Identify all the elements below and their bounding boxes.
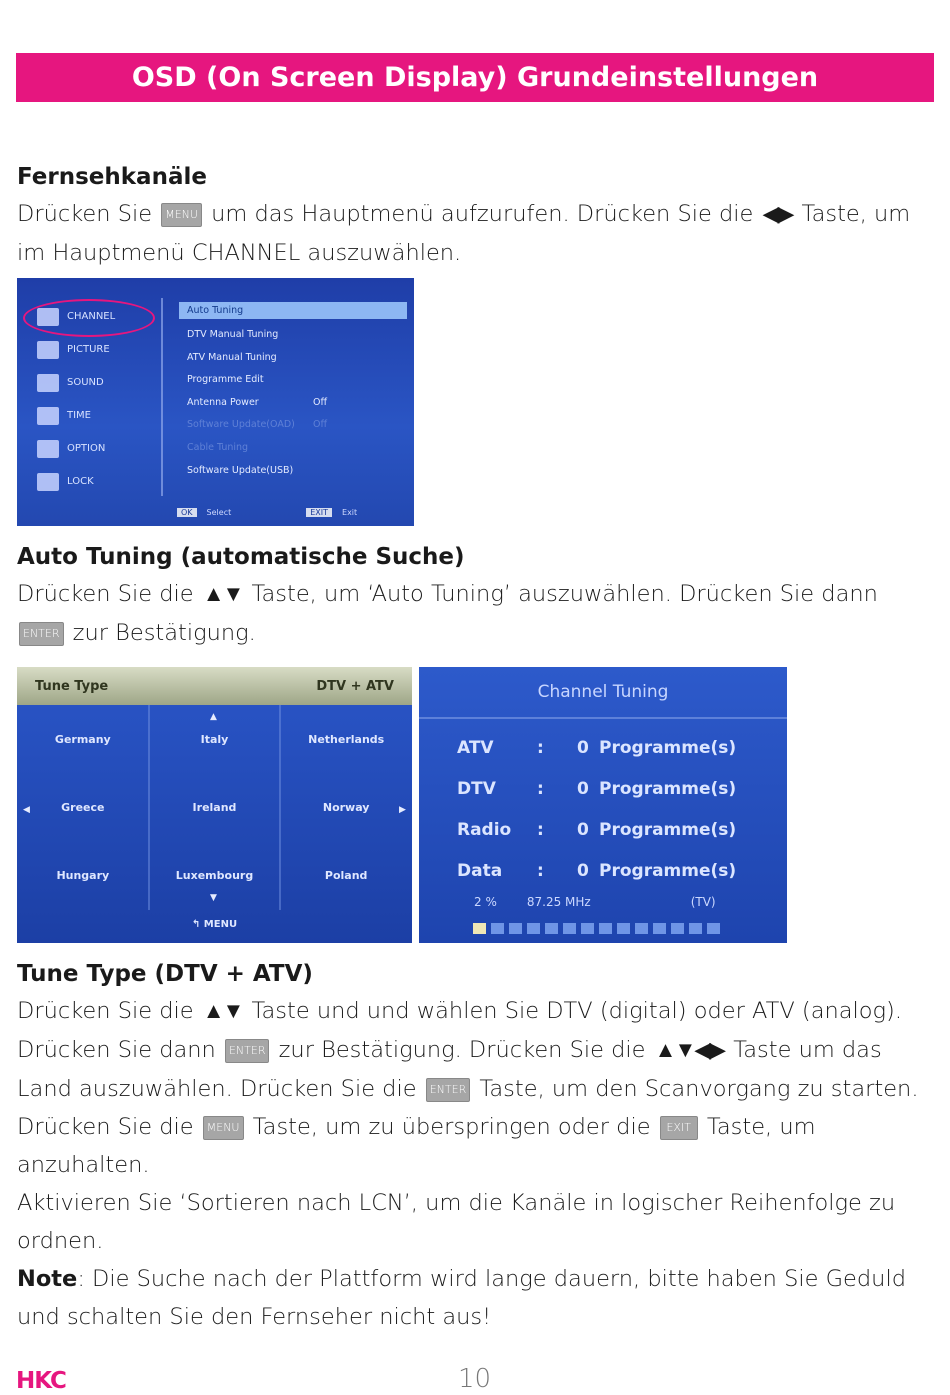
tuning-progress-bar bbox=[473, 923, 720, 934]
arrow-down-icon: ▼ bbox=[210, 893, 217, 903]
osd-divider bbox=[161, 298, 163, 496]
exit-key-icon: EXIT bbox=[660, 1116, 698, 1140]
osd-sidebar-item bbox=[17, 366, 162, 399]
country-cell: Italy bbox=[200, 732, 229, 746]
up-down-arrows-icon: ▲▼ bbox=[202, 582, 243, 607]
tuning-row-count: 0 bbox=[577, 860, 589, 881]
progress-segment bbox=[635, 923, 648, 934]
osd-menu-item-label: Software Update(USB) bbox=[187, 464, 294, 476]
osd-menu-list bbox=[179, 302, 407, 482]
osd-sidebar-item bbox=[17, 399, 162, 432]
ok-key-icon: OK bbox=[177, 508, 197, 517]
menu-key-icon: MENU bbox=[161, 203, 202, 227]
osd-sidebar-label: PICTURE bbox=[67, 344, 110, 355]
tuning-row-count: 0 bbox=[577, 819, 589, 840]
progress-segment bbox=[599, 923, 612, 934]
channel-tuning-screenshot bbox=[419, 667, 787, 943]
tuning-row-count: 0 bbox=[577, 737, 589, 758]
country-cell: Ireland bbox=[192, 800, 237, 814]
highlight-ring bbox=[23, 299, 155, 337]
country-cell: Germany bbox=[54, 732, 111, 746]
osd-sidebar-label: OPTION bbox=[67, 443, 106, 454]
arrow-right-icon: ▶ bbox=[399, 805, 406, 815]
ok-hint: Select bbox=[206, 508, 232, 517]
osd-menu-item-label: DTV Manual Tuning bbox=[187, 329, 279, 340]
osd-sidebar-label: TIME bbox=[67, 410, 92, 421]
exit-key-icon: EXIT bbox=[306, 508, 332, 517]
clock-icon bbox=[37, 407, 59, 425]
page-header-bar bbox=[16, 53, 934, 102]
osd-menu-item-label: Cable Tuning bbox=[187, 441, 249, 453]
osd-menu-item bbox=[179, 437, 407, 460]
up-down-arrows-icon: ▲▼ bbox=[202, 999, 243, 1024]
tuning-row-unit: Programme(s) bbox=[599, 860, 737, 881]
osd-menu-item-label: Antenna Power bbox=[187, 396, 259, 408]
country-cell: Hungary bbox=[56, 869, 110, 883]
osd-menu-item bbox=[179, 392, 407, 415]
country-cell: Poland bbox=[324, 869, 368, 883]
progress-segment bbox=[689, 923, 702, 934]
picture-icon bbox=[37, 341, 59, 359]
hkc-logo: HKC bbox=[16, 1368, 66, 1394]
tune-type-screenshot bbox=[17, 667, 412, 943]
tuning-row-unit: Programme(s) bbox=[599, 737, 737, 758]
page-title: OSD (On Screen Display) Grundeinstellungen bbox=[131, 62, 819, 93]
tuning-row-label: Data bbox=[457, 860, 503, 881]
tuning-row-label: DTV bbox=[457, 778, 496, 799]
country-cell: Greece bbox=[61, 800, 105, 814]
tuning-row bbox=[419, 809, 787, 850]
country-cell: Norway bbox=[322, 800, 370, 814]
tuning-row-label: Radio bbox=[457, 819, 512, 840]
gear-icon bbox=[37, 440, 59, 458]
page-number: 10 bbox=[458, 1364, 492, 1394]
four-way-arrows-icon: ▲▼◀▶ bbox=[654, 1038, 725, 1063]
paragraph-channels: Drücken Sie MENU um das Hauptmenü aufzurufen. Drücken Sie die ◀▶ Taste, um im Hauptmenü CHANNEL auszuwählen. bbox=[17, 201, 911, 266]
tuning-row-count: 0 bbox=[577, 778, 589, 799]
progress-segment bbox=[563, 923, 576, 934]
tuning-row bbox=[419, 727, 787, 768]
tuning-row-separator: : bbox=[537, 737, 544, 758]
progress-segment bbox=[545, 923, 558, 934]
enter-key-icon: ENTER bbox=[426, 1078, 471, 1102]
paragraph-tune-type: Drücken Sie die ▲▼ Taste und und wählen Sie DTV (digital) oder ATV (analog). Drücken Sie dann ENTER zur Bestätigung. Drücken Sie die ▲▼◀▶ Taste um das Land auszuwählen. Drücken Sie die ENTER Taste, um den Scanvorgang zu starten. Drücken Sie die MENU Taste, um zu überspringen oder die EXIT Taste, um anzuhalten. Aktivieren Sie ‘Sortieren nach LCN’, um die Kanäle in logischer Reihenfolge zu ordnen. Note: Die Suche nach der Plattform wird lange dauern, bitte haben Sie Geduld und schalten Sie den Fernseher nicht aus! bbox=[17, 992, 933, 1336]
progress-segment bbox=[707, 923, 720, 934]
channel-menu-screenshot bbox=[17, 278, 414, 526]
arrow-up-icon: ▲ bbox=[210, 712, 217, 722]
tune-type-footer bbox=[17, 919, 412, 930]
enter-key-icon: ENTER bbox=[225, 1039, 270, 1063]
tune-type-value: DTV + ATV bbox=[316, 678, 394, 694]
section-title-tune-type: Tune Type (DTV + ATV) bbox=[17, 961, 313, 987]
channel-tuning-title: Channel Tuning bbox=[419, 667, 787, 719]
left-right-arrows-icon: ◀▶ bbox=[762, 202, 793, 227]
note-label: Note bbox=[17, 1266, 78, 1292]
osd-footer bbox=[177, 508, 357, 517]
osd-menu-item bbox=[179, 414, 407, 437]
osd-sidebar-item bbox=[17, 333, 162, 366]
tuning-row-separator: : bbox=[537, 778, 544, 799]
osd-sidebar-item bbox=[17, 432, 162, 465]
tuning-percent: 2 % bbox=[474, 895, 497, 909]
progress-segment bbox=[581, 923, 594, 934]
osd-sidebar-label: SOUND bbox=[67, 377, 104, 388]
section-title-channels: Fernsehkanäle bbox=[17, 164, 207, 190]
osd-menu-item bbox=[179, 369, 407, 392]
osd-menu-item-label: Software Update(OAD) bbox=[187, 419, 295, 431]
menu-key-icon: MENU bbox=[203, 1116, 244, 1140]
tune-type-header bbox=[17, 667, 412, 705]
lcn-paragraph: Aktivieren Sie ‘Sortieren nach LCN’, um die Kanäle in logischer Reihenfolge zu ordnen. bbox=[17, 1190, 896, 1254]
country-cell: Luxembourg bbox=[175, 869, 254, 883]
osd-sidebar-label: LOCK bbox=[67, 476, 94, 487]
tuning-row-unit: Programme(s) bbox=[599, 778, 737, 799]
osd-menu-item-label: Programme Edit bbox=[187, 374, 264, 386]
arrow-left-icon: ◀ bbox=[23, 805, 30, 815]
tuning-row-label: ATV bbox=[457, 737, 494, 758]
tuning-row bbox=[419, 850, 787, 891]
country-grid bbox=[17, 705, 412, 910]
tuning-frequency: 87.25 MHz bbox=[526, 895, 591, 909]
osd-sidebar-label: CHANNEL bbox=[67, 311, 116, 322]
lock-icon bbox=[37, 473, 59, 491]
tune-type-label: Tune Type bbox=[35, 678, 109, 694]
tuning-row bbox=[419, 768, 787, 809]
section-title-auto-tuning: Auto Tuning (automatische Suche) bbox=[17, 544, 465, 570]
tuning-mode: (TV) bbox=[690, 895, 716, 909]
progress-segment bbox=[653, 923, 666, 934]
osd-menu-item bbox=[179, 302, 407, 319]
progress-segment bbox=[671, 923, 684, 934]
tuning-row-unit: Programme(s) bbox=[599, 819, 737, 840]
osd-menu-item-label: Auto Tuning bbox=[187, 305, 244, 316]
osd-sidebar-item bbox=[17, 465, 162, 498]
exit-hint: Exit bbox=[342, 508, 358, 517]
osd-menu-item bbox=[179, 347, 407, 370]
tuning-row-separator: : bbox=[537, 860, 544, 881]
enter-key-icon: ENTER bbox=[19, 622, 64, 646]
note-paragraph: Note: Die Suche nach der Plattform wird lange dauern, bitte haben Sie Geduld und schalten Sie den Fernseher nicht aus! bbox=[17, 1266, 906, 1330]
progress-segment bbox=[617, 923, 630, 934]
menu-hint: MENU bbox=[203, 919, 238, 930]
osd-menu-item-value: Off bbox=[312, 419, 327, 431]
tuning-rows bbox=[419, 719, 787, 891]
osd-menu-item bbox=[179, 324, 407, 347]
tuning-row-separator: : bbox=[537, 819, 544, 840]
tuning-status bbox=[474, 895, 716, 909]
music-note-icon bbox=[37, 374, 59, 392]
progress-segment bbox=[527, 923, 540, 934]
osd-menu-item-label: ATV Manual Tuning bbox=[187, 351, 277, 363]
osd-menu-item bbox=[179, 460, 407, 483]
paragraph-auto-tuning: Drücken Sie die ▲▼ Taste, um ‘Auto Tuning’ auszuwählen. Drücken Sie dann ENTER zur Bestätigung. bbox=[17, 581, 878, 646]
country-cell: Netherlands bbox=[308, 732, 385, 746]
return-icon: ↰ bbox=[191, 919, 201, 930]
progress-segment bbox=[491, 923, 504, 934]
osd-menu-item-value: Off bbox=[312, 396, 327, 408]
progress-segment bbox=[473, 923, 486, 934]
progress-segment bbox=[509, 923, 522, 934]
